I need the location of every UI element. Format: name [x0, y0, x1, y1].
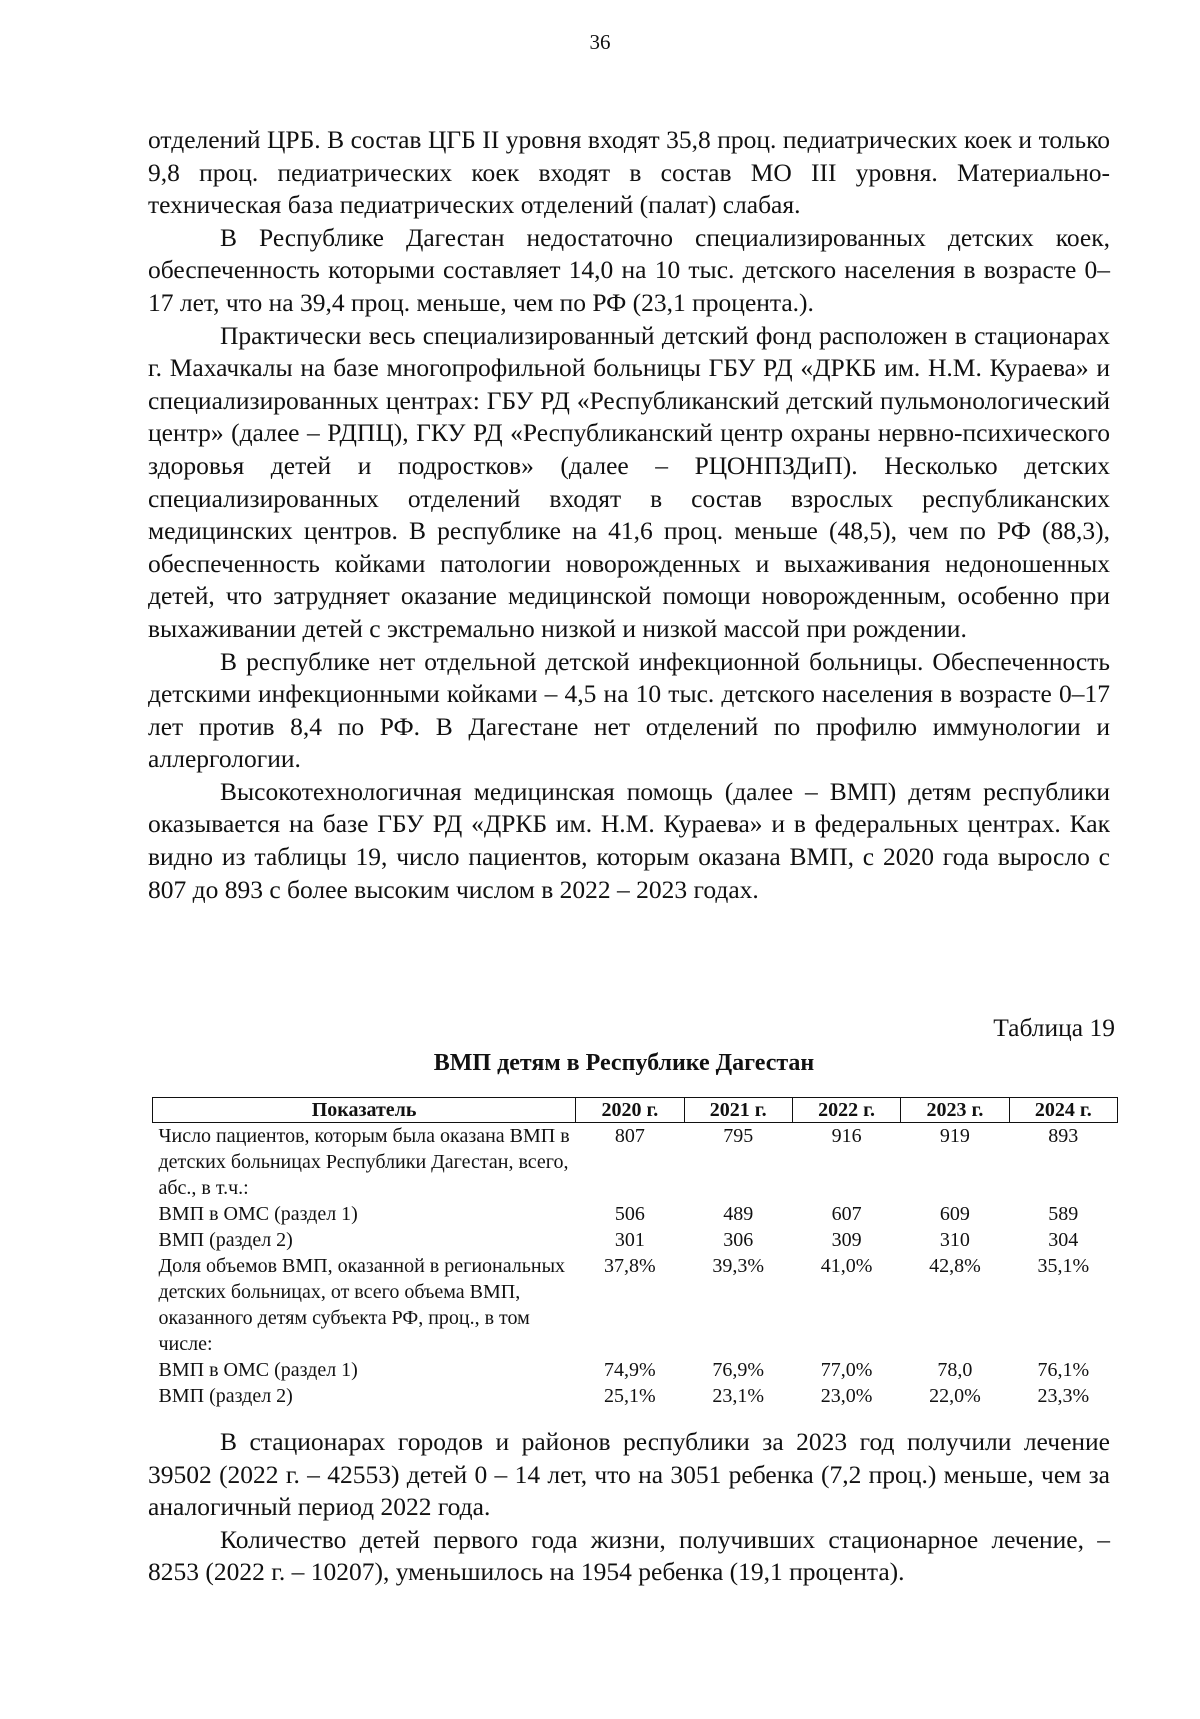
paragraph: В Республике Дагестан недостаточно специализированных детских коек, обеспеченность которыми составляет 14,0 на 10 тыс. детского населения в возрасте 0–17 лет, что на 39,4 проц. меньше, чем по РФ (23,1 процента.).: [148, 222, 1110, 317]
header-year: 2021 г.: [684, 1098, 792, 1123]
paragraph: Практически весь специализированный детский фонд расположен в стационарах г. Махачкалы на базе многопрофильной больницы ГБУ РД «ДРКБ им. Н.М. Кураева» и специализированных центрах: ГБУ РД «Республиканский детский пульмонологический центр» (далее – РДПЦ), ГКУ РД «Республиканский центр охраны нервно-психического здоровья детей и подростков» (далее – РЦОНПЗДиП). Несколько детских специализированных отделений входят в состав взрослых республиканских медицинских центров. В республике на 41,6 проц. меньше (48,5), чем по РФ (88,3), обеспеченность койками патологии новорожденных и выхаживания недоношенных детей, что затрудняет оказание медицинской помощи новорожденным, особенно при выхаживании детей с экстремально низкой и низкой массой при рождении.: [148, 320, 1110, 643]
table-cell: 23,1%: [712, 1385, 765, 1407]
row-label: ВМП в ОМС (раздел 1): [158, 1359, 358, 1381]
table-cell: 23,0%: [820, 1385, 873, 1407]
table-cell: 78,0: [937, 1359, 973, 1381]
table-cell: 35,1%: [1037, 1255, 1090, 1277]
table-cell: 76,9%: [712, 1359, 765, 1381]
table-cell: 795: [723, 1125, 754, 1147]
body-text-top: [148, 124, 1110, 906]
table-cell: 37,8%: [604, 1255, 656, 1277]
row-label: ВМП в ОМС (раздел 1): [158, 1203, 358, 1225]
table-cell: 22,0%: [929, 1385, 981, 1407]
table-cell: 42,8%: [929, 1255, 981, 1277]
table-cell: 919: [939, 1125, 970, 1147]
table-cell: 74,9%: [604, 1359, 656, 1381]
table-cell: 310: [939, 1229, 970, 1251]
table-cell: 893: [1048, 1125, 1079, 1147]
table-cell: 506: [614, 1203, 645, 1225]
table-cell: 306: [723, 1229, 754, 1251]
table-cell: 916: [831, 1125, 862, 1147]
row-label: ВМП (раздел 2): [158, 1229, 293, 1251]
paragraph: В стационарах городов и районов республики за 2023 год получили лечение 39502 (2022 г. – 42553) детей 0 – 14 лет, что на 3051 ребенка (7,2 проц.) меньше, чем за аналогичный период 2022 года.: [148, 1427, 1110, 1522]
table-caption: Таблица 19: [993, 1013, 1115, 1042]
row-label: Число пациентов, которым была оказана ВМП в детских больницах Республики Дагестан, всего, абс., в т.ч.:: [158, 1125, 570, 1199]
data-table: [152, 1097, 1118, 1409]
table-cell: 77,0%: [820, 1359, 873, 1381]
table-cell: 23,3%: [1037, 1385, 1090, 1407]
header-indicator: Показатель: [153, 1098, 576, 1123]
row-label: Доля объемов ВМП, оказанной в региональных детских больницах, от всего объема ВМП, оказанного детям субъекта РФ, проц., в том числе:: [158, 1255, 566, 1355]
header-year: 2022 г.: [792, 1098, 900, 1123]
header-year: 2024 г.: [1009, 1098, 1117, 1123]
paragraph: Количество детей первого года жизни, получивших стационарное лечение, – 8253 (2022 г. – 10207), уменьшилось на 1954 ребенка (19,1 процента).: [148, 1524, 1110, 1587]
table-cell: 609: [939, 1203, 970, 1225]
table-cell: 807: [614, 1125, 645, 1147]
table-cell: 489: [723, 1203, 754, 1225]
table-row: [153, 1123, 1118, 1202]
table-cell: 39,3%: [712, 1255, 765, 1277]
table-title: ВМП детям в Республике Дагестан: [433, 1050, 815, 1076]
paragraph: Высокотехнологичная медицинская помощь (далее – ВМП) детям республики оказывается на базе ГБУ РД «ДРКБ им. Н.М. Кураева» и в федеральных центрах. Как видно из таблицы 19, число пациентов, которым оказана ВМП, с 2020 года выросло с 807 до 893 с более высоким числом в 2022 – 2023 годах.: [148, 776, 1110, 904]
page-number: 36: [589, 30, 611, 54]
header-year: 2020 г.: [576, 1098, 684, 1123]
header-year: 2023 г.: [901, 1098, 1009, 1123]
table-header-row: [153, 1098, 1118, 1123]
row-label: ВМП (раздел 2): [158, 1385, 293, 1407]
paragraph: отделений ЦРБ. В состав ЦГБ II уровня входят 35,8 проц. педиатрических коек и только 9,8 проц. педиатрических коек входят в состав МО III уровня. Материально-техническая база педиатрических отделений (палат) слабая.: [148, 125, 1110, 220]
table-row: [153, 1383, 1118, 1409]
table-row: [153, 1227, 1118, 1253]
table-row: [153, 1253, 1118, 1357]
table-row: [153, 1201, 1118, 1227]
table-cell: 309: [831, 1229, 862, 1251]
table-cell: 76,1%: [1037, 1359, 1090, 1381]
table-cell: 301: [614, 1229, 645, 1251]
table-cell: 304: [1048, 1229, 1079, 1251]
table-cell: 41,0%: [820, 1255, 873, 1277]
table-row: [153, 1357, 1118, 1383]
table-cell: 25,1%: [604, 1385, 656, 1407]
body-text-bottom: [148, 1426, 1110, 1589]
table-cell: 589: [1048, 1203, 1079, 1225]
table-cell: 607: [831, 1203, 862, 1225]
paragraph: В республике нет отдельной детской инфекционной больницы. Обеспеченность детскими инфекционными койками – 4,5 на 10 тыс. детского населения в возрасте 0–17 лет против 8,4 по РФ. В Дагестане нет отделений по профилю иммунологии и аллергологии.: [148, 646, 1110, 774]
